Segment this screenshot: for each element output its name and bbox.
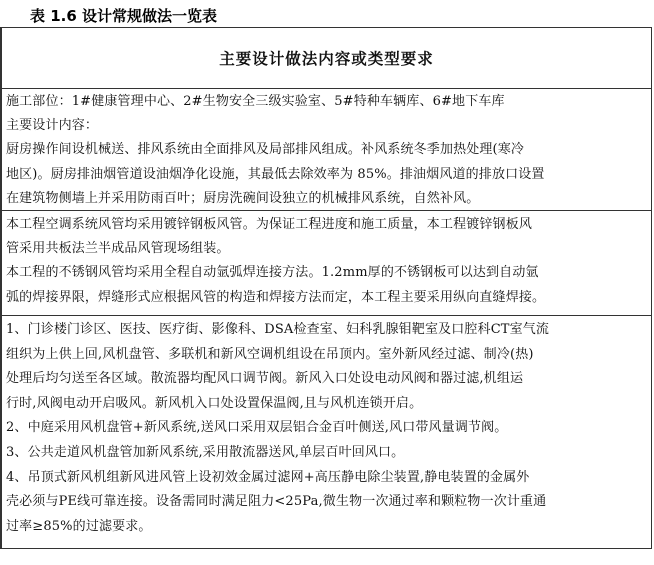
design-practices-table [0, 27, 652, 549]
text-line: 厨房操作间设机械送、排风系统由全面排风及局部排风组成。补风系统冬季加热处理(寒冷 [6, 142, 525, 158]
text-line: 行时,风阀电动开启吸风。新风机入口处设置保温阀,且与风机连锁开启。 [6, 395, 423, 411]
table-caption: 表 1.6 设计常规做法一览表 [30, 7, 218, 25]
text-line: 组织为上供上回,风机盘管、多联机和新风空调机组设在吊顶内。室外新风经过滤、制冷(热) [6, 346, 534, 362]
text-line: 过率≥85%的过滤要求。 [6, 518, 152, 534]
table-row-air-systems [2, 316, 651, 548]
text-line: 本工程空调系统风管均采用镀锌钢板风管。为保证工程进度和施工质量，本工程镀锌钢板风 [6, 217, 533, 232]
text-line: 处理后均匀送至各区域。散流器均配风口调节阀。新风入口处设电动风阀和器过滤,机组运 [6, 371, 524, 387]
text-line: 地区)。厨房排油烟管道设油烟净化设施，其最低去除效率为 85%。排油烟风道的排放口设置 [6, 166, 545, 182]
text-line: 管采用共板法兰半成品风管现场组装。 [6, 241, 230, 257]
text-line: 壳必须与PE线可靠连接。设备需同时满足阻力<25Pa,微生物一次通过率和颗粒物一次计重通 [6, 494, 547, 510]
text-line: 本工程的不锈钢风管均采用全程自动氩弧焊连接方法。1.2mm厚的不锈钢板可以达到自动氩 [6, 265, 539, 281]
table-header: 主要设计做法内容或类型要求 [2, 28, 651, 89]
text-line: 在建筑物侧墙上并采用防雨百叶；厨房洗碗间设独立的机械排风系统，自然补风。 [6, 190, 480, 206]
table-row-kitchen-ventilation [2, 89, 651, 211]
table-row-duct-materials [2, 211, 651, 316]
text-line: 施工部位：1#健康管理中心、2#生物安全三级实验室、5#特种车辆库、6#地下车库 [6, 94, 505, 109]
text-line: 主要设计内容： [6, 118, 99, 134]
text-line: 3、公共走道风机盘管加新风系统,采用散流器送风,单层百叶回风口。 [6, 444, 405, 460]
text-line: 1、门诊楼门诊区、医技、医疗街、影像科、DSA检查室、妇科乳腺钼靶室及口腔科CT室气流 [6, 322, 550, 337]
text-line: 4、吊顶式新风机组新风进风管上设初效金属过滤网+高压静电除尘装置,静电装置的金属外 [6, 469, 530, 485]
text-line: 弧的焊接界限，焊缝形式应根据风管的构造和焊接方法而定，本工程主要采用纵向直缝焊接。 [6, 289, 546, 305]
text-line: 2、中庭采用风机盘管+新风系统,送风口采用双层铝合金百叶侧送,风口带风量调节阀。 [6, 420, 508, 436]
